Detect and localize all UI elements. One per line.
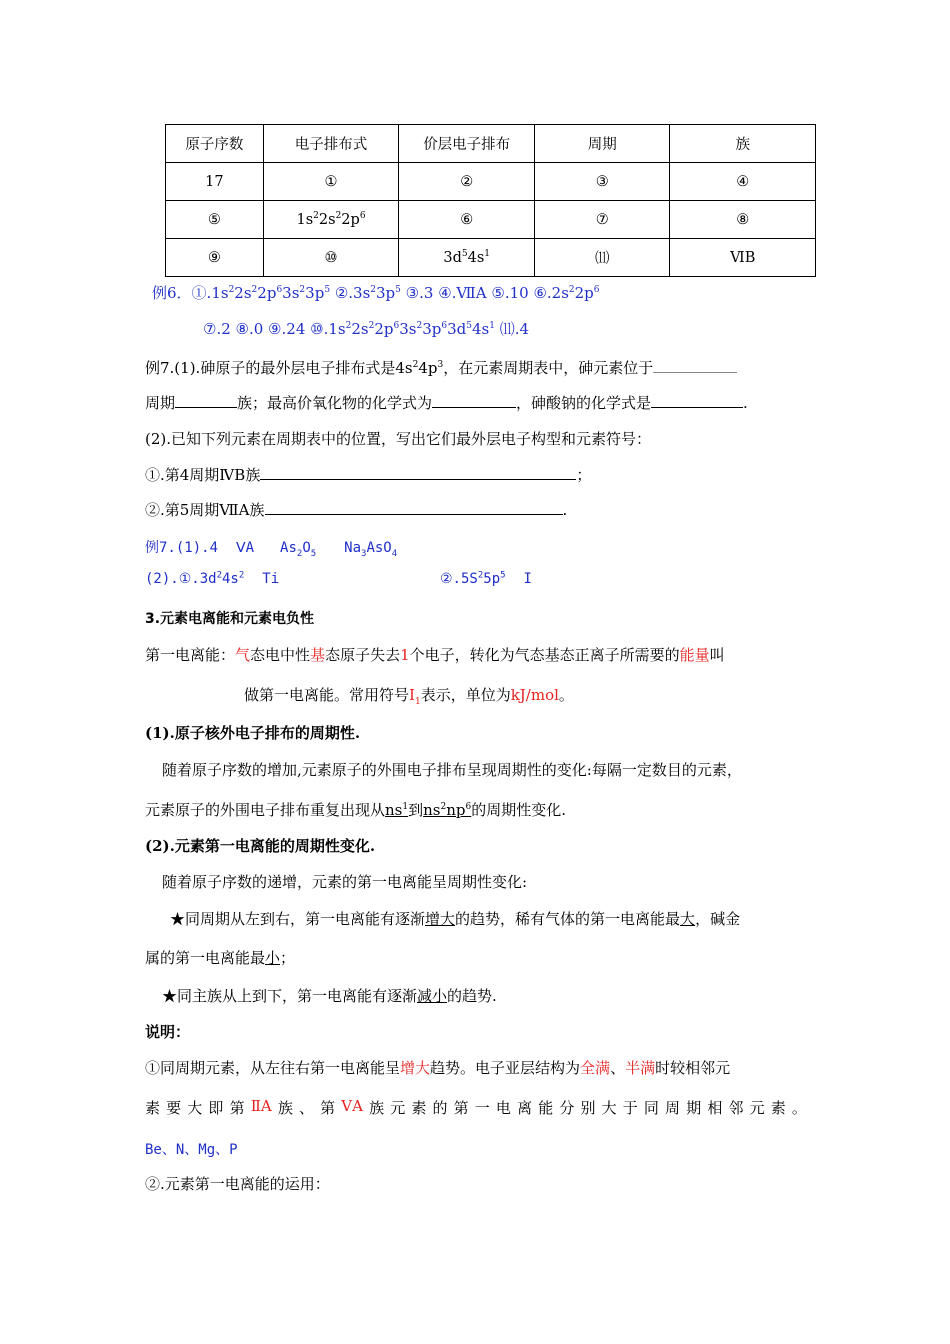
note-item1-line1: ①同周期元素，从左往右第一电离能呈增大趋势。电子亚层结构为全满、半满时较相邻元	[145, 1059, 731, 1077]
table-cell: $1s^22s^22p^6$	[263, 201, 399, 239]
example7-answer-line1: 例7.(1).4 ⅤA $As_2O_5$ $Na_3AsO_4$	[145, 540, 398, 559]
table-cell: ⑥	[399, 201, 535, 239]
example7-line2: 周期 族；最高价氧化物的化学式为 ，砷酸钠的化学式是 .	[145, 394, 748, 412]
rule-same-period-line2: 属的第一电离能最小；	[145, 949, 296, 967]
subsection1-text1: 随着原子序数的增加,元素原子的外围电子排布呈现周期性的变化:每隔一定数目的元素，	[162, 761, 742, 779]
table-cell: ⑧	[670, 201, 816, 239]
answer-blank[interactable]	[265, 500, 563, 515]
table-row	[166, 201, 816, 239]
example7-answer-line2-part2: $②.5S^25p^5$ I	[440, 570, 532, 587]
answer-blank[interactable]	[260, 465, 576, 480]
table-cell: 17	[166, 163, 264, 201]
table-cell: ①	[263, 163, 399, 201]
example7-line4: ①.第4周期ⅣB族 ；	[145, 466, 592, 484]
note-item1-answer: Be、N、Mg、P	[145, 1142, 238, 1158]
rule-same-period-line1: ★同周期从左到右，第一电离能有逐渐增大的趋势，稀有气体的第一电离能最大，碱金	[170, 910, 741, 928]
answer-blank[interactable]	[432, 393, 516, 408]
example7-line5: ②.第5周期ⅦA族 .	[145, 501, 568, 519]
rule-same-group: ★同主族从上到下，第一电离能有逐渐减小的趋势.	[162, 987, 497, 1005]
example7-answer-line2-part1: $(2).①.3d^24s^2$ Ti	[145, 570, 280, 587]
header-group: 族	[670, 125, 816, 163]
table-cell: ⅥB	[670, 239, 816, 277]
note-item2: ②.元素第一电离能的运用：	[145, 1175, 330, 1193]
example6-answer-line1: 例6．$①.1s^22s^22p^63s^23p^5$ $②.3s^23p^5$ ③.3 ④.ⅦA ⑤.10 $⑥.2s^22p^6$	[152, 284, 600, 302]
subsection2-heading: (2).元素第一电离能的周期性变化.	[145, 837, 376, 855]
table-cell: ⑤	[166, 201, 264, 239]
table-cell: ②	[399, 163, 535, 201]
header-atomic-number: 原子序数	[166, 125, 264, 163]
table-cell: ③	[535, 163, 670, 201]
table-header-row	[166, 125, 816, 163]
header-period: 周期	[535, 125, 670, 163]
table-cell: ⑩	[263, 239, 399, 277]
table-cell: ⑾	[535, 239, 670, 277]
note-heading: 说明：	[145, 1023, 191, 1041]
ionization-definition-line2: 做第一电离能。常用符号$I_1$表示，单位为kJ/mol。	[244, 686, 574, 707]
table-row	[166, 163, 816, 201]
element-table	[165, 124, 816, 277]
table-cell: ④	[670, 163, 816, 201]
header-electron-config: 电子排布式	[263, 125, 399, 163]
table-cell: ⑦	[535, 201, 670, 239]
example6-answer-line2: ⑦.2 ⑧.0 ⑨.24 $⑩.1s^22s^22p^63s^23p^63d^54s^1$ ⑾.4	[203, 320, 530, 338]
table-cell: $3d^54s^1$	[399, 239, 535, 277]
table-row	[166, 239, 816, 277]
note-item1-line2: 素 要 大 即 第 ⅡA 族 、 第 ⅤA 族 元 素 的 第 一 电 离 能 分 别 大 于 同 周 期 相 邻 元 素 。	[145, 1097, 807, 1117]
subsection1-heading: (1).原子核外电子排布的周期性.	[145, 724, 361, 742]
header-valence-config: 价层电子排布	[399, 125, 535, 163]
section3-title: 3.元素电离能和元素电负性	[145, 611, 315, 627]
answer-blank[interactable]	[651, 393, 743, 408]
ionization-definition-line1: 第一电离能：气态电中性基态原子失去1个电子，转化为气态基态正离子所需要的能量叫	[145, 646, 725, 664]
answer-blank[interactable]	[653, 358, 737, 373]
example7-line3: (2).已知下列元素在周期表中的位置，写出它们最外层电子构型和元素符号：	[145, 430, 652, 448]
answer-blank[interactable]	[175, 393, 237, 408]
subsection1-text2: 元素原子的外围电子排布重复出现从$ns^1$到$ns^2np^6$的周期性变化.	[145, 801, 566, 819]
table-cell: ⑨	[166, 239, 264, 277]
subsection2-text1: 随着原子序数的递增，元素的第一电离能呈周期性变化:	[162, 873, 528, 891]
example7-line1: 例7.(1).砷原子的最外层电子排布式是$4s^24p^3$，在元素周期表中，砷元素位于	[145, 357, 737, 378]
